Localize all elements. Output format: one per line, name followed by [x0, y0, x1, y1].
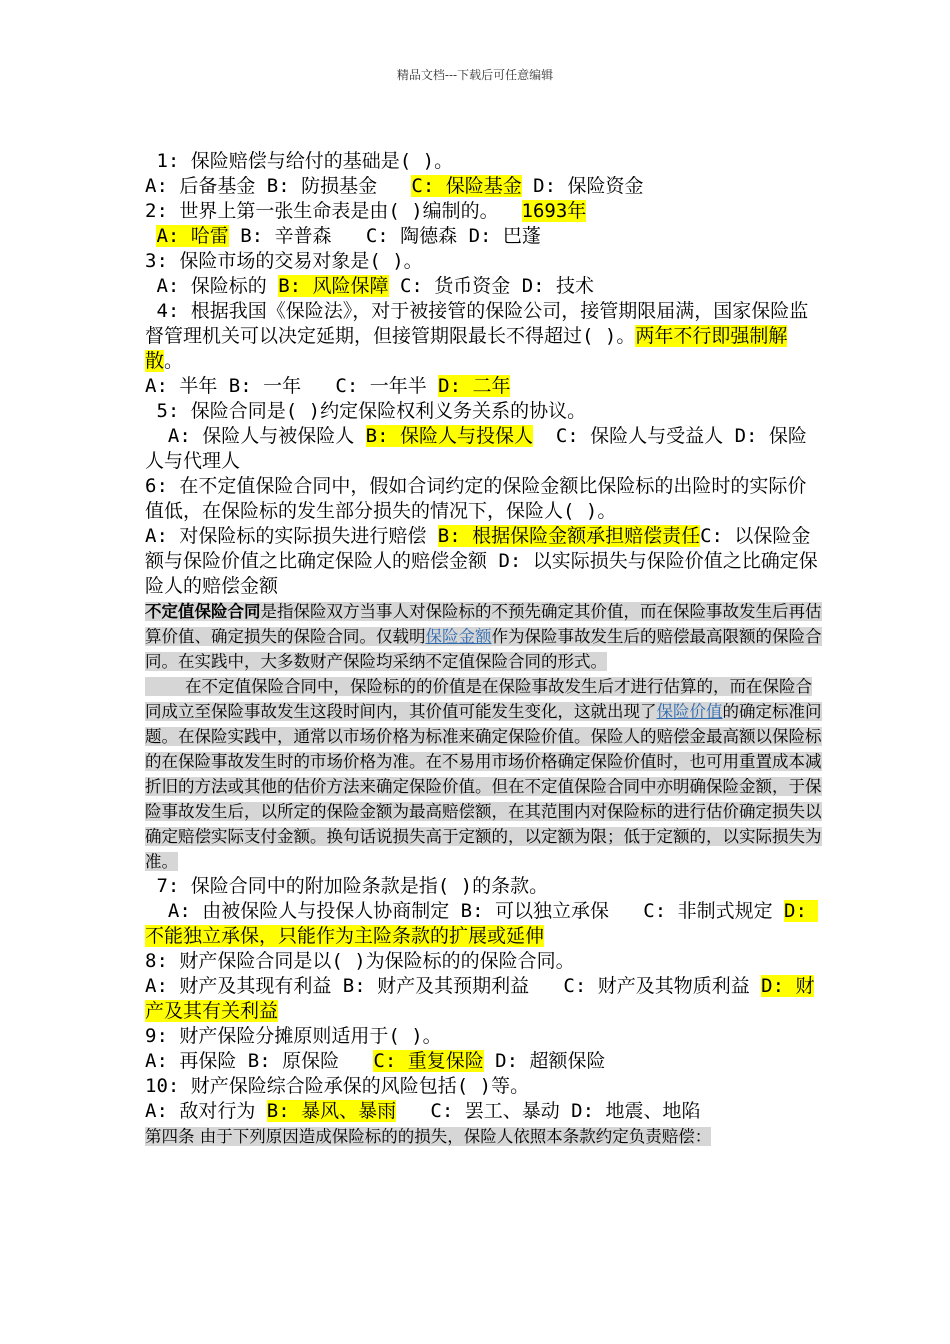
question-2-options: A: 哈雷 B: 辛普森 C: 陶德森 D: 巴蓬 [156, 225, 541, 247]
question-3-options: A: 保险标的 B: 风险保障 C: 货币资金 D: 技术 [145, 275, 595, 297]
answer-highlight: C: 重复保险 [373, 1050, 484, 1072]
question-1-stem: 1: 保险赔偿与给付的基础是( )。 [145, 150, 454, 172]
answer-highlight: B: 保险人与投保人 [365, 425, 533, 447]
question-5-stem: 5: 保险合同是( )约定保险权利义务关系的协议。 [145, 400, 587, 422]
question-5-options: A: 保险人与被保险人 B: 保险人与投保人 C: 保险人与受益人 D: 保险人与代理人 [145, 425, 807, 472]
clause-line: 第四条 由于下列原因造成保险标的的损失，保险人依照本条款约定负责赔偿： [145, 1127, 712, 1146]
question-8-stem: 8: 财产保险合同是以( )为保险标的的保险合同。 [145, 950, 575, 972]
question-10-options: A: 敌对行为 B: 暴风、暴雨 C: 罢工、暴动 D: 地震、地陷 [145, 1100, 701, 1122]
answer-highlight: B: 根据保险金额承担赔偿责任 [437, 525, 701, 547]
question-7-options: A: 由被保险人与投保人协商制定 B: 可以独立承保 C: 非制式规定 D: 不能独立承保，只能作为主险条款的扩展或延伸 [145, 900, 819, 947]
answer-highlight: D: 不能独立承保，只能作为主险条款的扩展或延伸 [145, 900, 819, 947]
question-4-options: A: 半年 B: 一年 C: 一年半 D: 二年 [145, 375, 511, 397]
answer-highlight: D: 财产及其有关利益 [145, 975, 815, 1022]
answer-highlight: A: 哈雷 [156, 225, 229, 247]
document-content [145, 149, 825, 1149]
answer-highlight: D: 二年 [438, 375, 511, 397]
answer-highlight: C: 保险基金 [411, 175, 522, 197]
question-4-stem: 4: 根据我国《保险法》，对于被接管的保险公司，接管期限届满，国家保险监督管理机关可以决定延期，但接管期限最长不得超过( )。两年不行即强制解散。 [145, 300, 809, 372]
answer-highlight: B: 暴风、暴雨 [266, 1100, 397, 1122]
question-6-stem: 6: 在不定值保险合同中，假如合词约定的保险金额比保险标的出险时的实际价值低，在保险标的发生部分损失的情况下，保险人( )。 [145, 475, 807, 522]
question-9-options: A: 再保险 B: 原保险 C: 重复保险 D: 超额保险 [145, 1050, 606, 1072]
explanation-paragraph-1: 不定值保险合同是指保险双方当事人对保险标的不预先确定其价值，而在保险事故发生后再估算价值、确定损失的保险合同。仅载明保险金额作为保险事故发生后的赔偿最高限额的保险合同。在实践中，大多数财产保险均采纳不定值保险合同的形式。 [145, 602, 822, 671]
link-insured-value[interactable]: 保险价值 [656, 702, 723, 721]
question-10-stem: 10: 财产保险综合险承保的风险包括( )等。 [145, 1075, 530, 1097]
question-2-stem: 2: 世界上第一张生命表是由( )编制的。 1693年 [145, 200, 587, 222]
question-7-stem: 7: 保险合同中的附加险条款是指( )的条款。 [145, 875, 549, 897]
question-1-options: A: 后备基金 B: 防损基金 C: 保险基金 D: 保险资金 [145, 175, 644, 197]
term-bold: 不定值保险合同 [145, 602, 261, 621]
note-highlight: 两年不行即强制解散 [145, 325, 788, 372]
link-insured-amount[interactable]: 保险金额 [425, 627, 492, 646]
note-highlight: 1693年 [521, 200, 587, 222]
question-3-stem: 3: 保险市场的交易对象是( )。 [145, 250, 423, 272]
question-9-stem: 9: 财产保险分摊原则适用于( )。 [145, 1025, 442, 1047]
explanation-paragraph-2: 在不定值保险合同中，保险标的的价值是在保险事故发生后才进行估算的，而在保险合同成立至保险事故发生这段时间内，其价值可能发生变化，这就出现了保险价值的确定标准问题。在保险实践中，通常以市场价格为标准来确定保险价值。保险人的赔偿金最高额以保险标的在保险事故发生时的市场价格为准。在不易用市场价格确定保险价值时，也可用重置成本减折旧的方法或其他的估价方法来确定保险价值。但在不定值保险合同中亦明确保险金额，于保险事故发生后，以所定的保险金额为最高赔偿额，在其范围内对保险标的进行估价确定损失以确定赔偿实际支付金额。换句话说损失高于定额的，以定额为限；低于定额的，以实际损失为准。 [145, 677, 822, 871]
question-8-options: A: 财产及其现有利益 B: 财产及其预期利益 C: 财产及其物质利益 D: 财产及其有关利益 [145, 975, 815, 1022]
question-6-options: A: 对保险标的实际损失进行赔偿 B: 根据保险金额承担赔偿责任C: 以保险金额与保险价值之比确定保险人的赔偿金额 D: 以实际损失与保险价值之比确定保险人的赔偿金额 [145, 525, 818, 597]
answer-highlight: B: 风险保障 [278, 275, 389, 297]
page-header: 精品文档---下载后可任意编辑 [396, 68, 554, 82]
